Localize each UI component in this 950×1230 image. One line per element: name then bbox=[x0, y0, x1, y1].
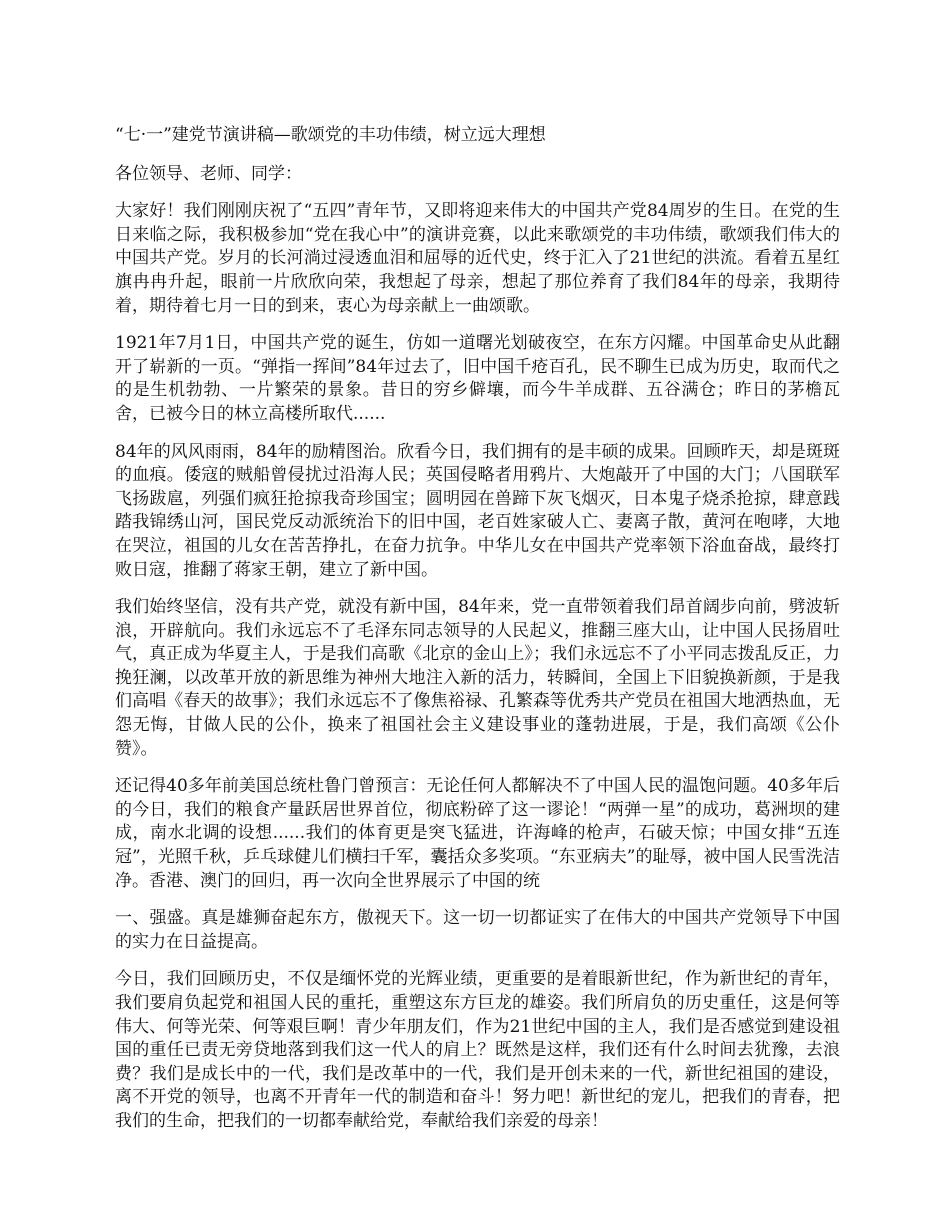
paragraph-5: 还记得40多年前美国总统杜鲁门曾预言：无论任何人都解决不了中国人民的温饱问题。40多年后的今日，我们的粮食产量跃居世界首位，彻底粉碎了这一谬论！“两弹一星”的成功，葛洲坝的建成，南水北调的设想......我们的体育更是突飞猛进，许海峰的枪声，石破天惊；中国女排“五连冠”，光照千秋，乒乓球健儿们横扫千军，囊括众多奖项。“东亚病夫”的耻辱，被中国人民雪洗洁净。香港、澳门的回归，再一次向全世界展示了中国的统 bbox=[115, 776, 840, 891]
paragraph-2: 1921年7月1日，中国共产党的诞生，仿如一道曙光划破夜空，在东方闪耀。中国革命史从此翻开了崭新的一页。“弹指一挥间”84年过去了，旧中国千疮百孔，民不聊生已成为历史，取而代之的是生机勃勃、一片繁荣的景象。昔日的穷乡僻壤，而今牛羊成群、五谷满仓；昨日的茅檐瓦舍，已被今日的林立高楼所取代...... bbox=[115, 333, 840, 424]
document-page bbox=[115, 124, 840, 1148]
paragraph-6: 一、强盛。真是雄狮奋起东方，傲视天下。这一切一切都证实了在伟大的中国共产党领导下中国的实力在日益提高。 bbox=[115, 908, 840, 952]
salutation: 各位领导、老师、同学： bbox=[115, 163, 302, 184]
document-title: “七·一”建党节演讲稿—歌颂党的丰功伟绩，树立远大理想 bbox=[115, 125, 546, 145]
paragraph-4: 我们始终坚信，没有共产党，就没有新中国，84年来，党一直带领着我们昂首阔步向前，劈波斩浪，开辟航向。我们永远忘不了毛泽东同志领导的人民起义，推翻三座大山，让中国人民扬眉吐气，真正成为华夏主人，于是我们高歌《北京的金山上》；我们永远忘不了小平同志拨乱反正，力挽狂澜，以改革开放的新思维为神州大地注入新的活力，转瞬间，全国上下旧貌换新颜，于是我们高唱《春天的故事》；我们永远忘不了像焦裕禄、孔繁森等优秀共产党员在祖国大地洒热血，无怨无悔，甘做人民的公仆，换来了祖国社会主义建设事业的蓬勃进展，于是，我们高颂《公仆赞》。 bbox=[115, 597, 840, 759]
paragraph-7: 今日，我们回顾历史，不仅是缅怀党的光辉业绩，更重要的是着眼新世纪，作为新世纪的青年，我们要肩负起党和祖国人民的重托，重塑这东方巨龙的雄姿。我们所肩负的历史重任，这是何等伟大、何等光荣、何等艰巨啊！青少年朋友们，作为21世纪中国的主人，我们是否感觉到建设祖国的重任已责无旁贷地落到我们这一代人的肩上？既然是这样，我们还有什么时间去犹豫，去浪费？我们是成长中的一代，我们是改革中的一代，我们是开创未来的一代，新世纪祖国的建设，离不开党的领导，也离不开青年一代的制造和奋斗！努力吧！新世纪的宠儿，把我们的青春，把我们的生命，把我们的一切都奉献给党，奉献给我们亲爱的母亲！ bbox=[115, 969, 840, 1131]
paragraph-3: 84年的风风雨雨，84年的励精图治。欣看今日，我们拥有的是丰硕的成果。回顾昨天，却是斑斑的血痕。倭寇的贼船曾侵扰过沿海人民；英国侵略者用鸦片、大炮敲开了中国的大门；八国联军飞扬跋扈，列强们疯狂抢掠我奇珍国宝；圆明园在兽蹄下灰飞烟灭，日本鬼子烧杀抢掠，肆意践踏我锦绣山河，国民党反动派统治下的旧中国，老百姓家破人亡、妻离子散，黄河在咆哮，大地在哭泣，祖国的儿女在苦苦挣扎，在奋力抗争。中华儿女在中国共产党率领下浴血奋战，最终打败日寇，推翻了蒋家王朝，建立了新中国。 bbox=[115, 441, 840, 580]
paragraph-1: 大家好！我们刚刚庆祝了“五四”青年节，又即将迎来伟大的中国共产党84周岁的生日。在党的生日来临之际，我积极参加“党在我心中”的演讲竞赛，以此来歌颂党的丰功伟绩，歌颂我们伟大的中国共产党。岁月的长河淌过浸透血泪和屈辱的近代史，终于汇入了21世纪的洪流。看着五星红旗冉冉升起，眼前一片欣欣向荣，我想起了母亲，想起了那位养育了我们84年的母亲，我期待着，期待着七月一日的到来，衷心为母亲献上一曲颂歌。 bbox=[115, 201, 840, 316]
